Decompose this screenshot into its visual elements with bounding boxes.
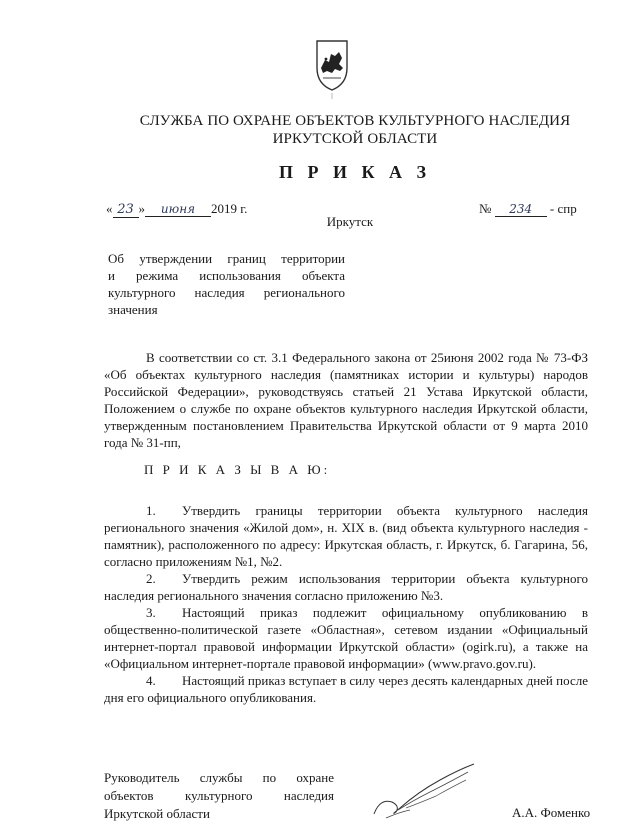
document-subject	[108, 250, 345, 318]
number-prefix: №	[479, 201, 492, 216]
order-item-text: Утвердить режим использования территории объекта культурного наследия регионального значения согласно приложению №3.	[104, 571, 588, 603]
order-item-number: 4.	[146, 673, 156, 688]
document-title: П Р И К А З	[278, 162, 432, 182]
document-body	[104, 349, 588, 451]
order-item	[104, 604, 588, 672]
subject-line: значения	[108, 302, 158, 317]
organization-name-line1: СЛУЖБА ПО ОХРАНЕ ОБЪЕКТОВ КУЛЬТУРНОГО НАСЛЕДИЯ	[139, 113, 571, 129]
order-item-text: Настоящий приказ подлежит официальному опубликованию в общественно-политической газете «Областная», сетевом издании «Официальный интернет-портал правовой информации Иркутской области» (ogirk.ru), а также на «Официальном интернет-портале правовой информации» (www.pravo.gov.ru).	[104, 605, 588, 671]
document-date	[106, 201, 247, 218]
document-city: Иркутск	[326, 214, 374, 229]
organization-name-line2: ИРКУТСКОЙ ОБЛАСТИ	[272, 131, 438, 147]
order-item	[104, 672, 588, 706]
date-close-quote: »	[138, 201, 145, 216]
document-number	[479, 201, 577, 217]
subject-line: и режима использования объекта	[108, 268, 345, 283]
subject-line: Об утверждении границ территории	[108, 251, 345, 266]
subject-line: культурного наследия регионального	[108, 285, 345, 300]
date-month-handwritten: июня	[145, 202, 211, 217]
order-item	[104, 570, 588, 604]
number-suffix: - спр	[549, 201, 577, 216]
date-open-quote: «	[106, 201, 113, 216]
order-item-text: Настоящий приказ вступает в силу через десять календарных дней после дня его официального опубликования.	[104, 673, 588, 705]
coat-of-arms-icon	[313, 38, 351, 100]
number-value-handwritten: 234	[495, 202, 547, 217]
order-item-text: Утвердить границы территории объекта культурного наследия регионального значения «Жилой дом», н. XIX в. (вид объекта культурного наследия - памятник), расположенного по адресу: Иркутская область, г. Иркутск, б. Гагарина, 56, согласно приложениям №1, №2.	[104, 503, 588, 569]
order-item	[104, 502, 588, 570]
signatory-position: Руководитель службы по охране объектов культурного наследия Иркутской области	[104, 770, 334, 821]
date-day-handwritten: 23	[113, 202, 139, 218]
order-item-number: 2.	[146, 571, 156, 586]
handwritten-signature	[370, 758, 480, 820]
order-item-number: 1.	[146, 503, 156, 518]
order-item-number: 3.	[146, 605, 156, 620]
preamble-paragraph: В соответствии со ст. 3.1 Федерального закона от 25июня 2002 года № 73-ФЗ «Об объектах культурного наследия (памятниках истории и культуры) народов Российской Федерации», руководствуясь статьей 21 Устава Иркутской области, Положением о службе по охране объектов культурного наследия Иркутской области, утвержденным постановлением Правительства Иркутской области от 9 марта 2010 года № 31-пп,	[104, 350, 588, 450]
order-items	[104, 502, 588, 706]
date-year: 2019 г.	[211, 201, 248, 216]
signatory-name: А.А. Фоменко	[512, 805, 591, 820]
orders-heading: П Р И К А З Ы В А Ю:	[144, 462, 331, 477]
